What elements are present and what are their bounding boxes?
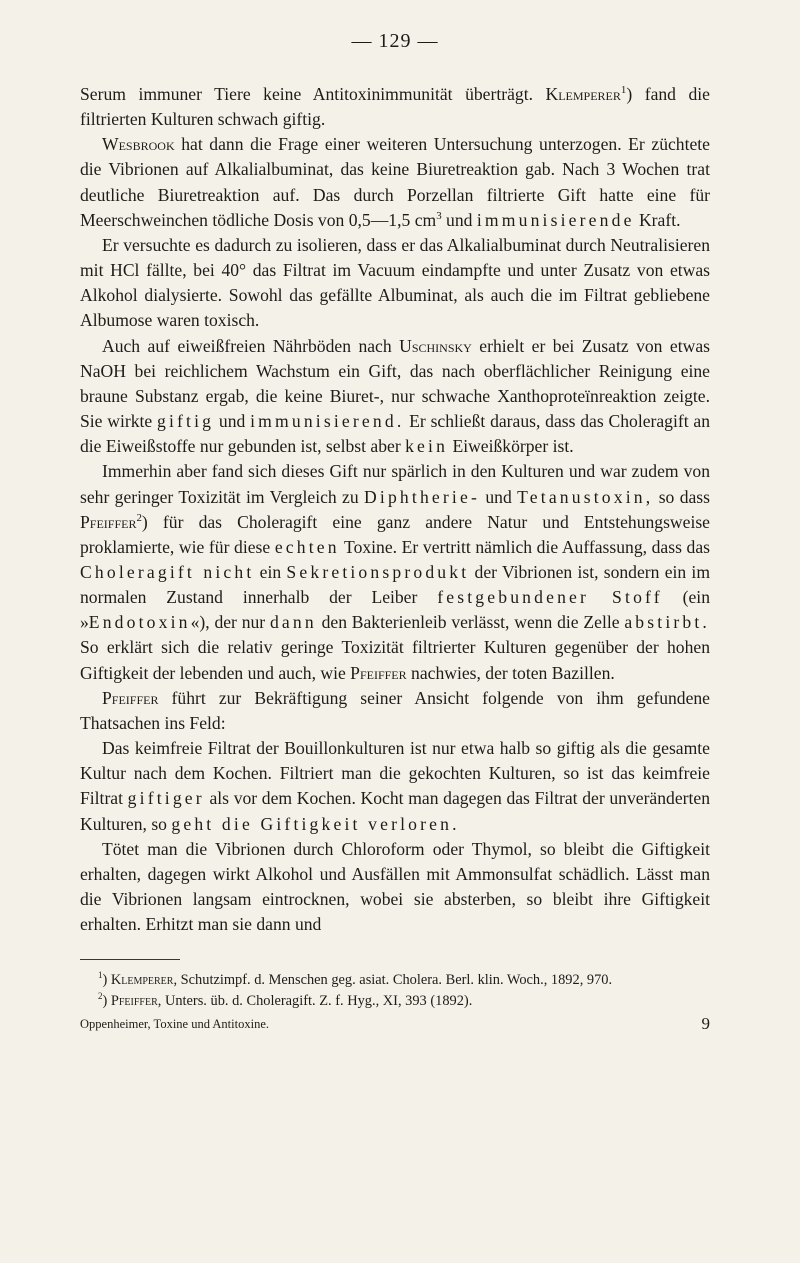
text-run: «), der nur — [190, 612, 270, 633]
author-name: Pfeiffer — [80, 511, 137, 532]
text-run: so dass — [653, 486, 710, 507]
signature-text: Oppenheimer, Toxine und Antitoxine. — [80, 1016, 269, 1031]
emphasis: immunisierend. — [250, 411, 405, 432]
emphasis: abstirbt. — [624, 612, 710, 633]
paragraph — [80, 736, 710, 837]
text-run: So erklärt sich die relativ geringe Toxizität filtrierter Kulturen gegenüber der hohen Giftigkeit der lebenden und auch, wie — [80, 637, 710, 683]
author-name: Wesbrook — [102, 134, 175, 155]
footnote-text: , Schutzimpf. d. Menschen geg. asiat. Cholera. Berl. klin. Woch., 1892, 970. — [173, 972, 613, 989]
emphasis: kein — [405, 436, 449, 457]
text-run: und — [441, 209, 477, 230]
author-name: Pfeiffer — [350, 662, 407, 683]
text-run: Das keimfreie Filtrat der Bouillonkulturen ist nur etwa halb so giftig als die gesamte Kultur nach dem Kochen. Filtriert man die gekochten Kulturen, so ist das keimfreie Filtrat — [80, 738, 710, 809]
signature-line — [80, 1014, 710, 1035]
text-run: Toxine. Er vertritt nämlich die Auffassung, dass das — [339, 536, 710, 557]
footnote-marker: 1 — [620, 84, 627, 97]
text-run: ) fand die filtrierten Kulturen schwach giftig. — [80, 84, 710, 130]
paragraph — [80, 233, 710, 334]
body-text — [80, 82, 710, 937]
text-run: und — [479, 486, 518, 507]
text-run: ein — [254, 561, 287, 582]
footnote-mark: 2 — [98, 991, 103, 1002]
footnote-mark: 1 — [98, 970, 103, 981]
text-run: Serum immuner Tiere keine Antitoxinimmunität überträgt. — [80, 84, 546, 104]
paragraph — [80, 459, 710, 685]
emphasis: Sekretionsprodukt — [286, 561, 470, 582]
emphasis: Endotoxin — [88, 612, 191, 633]
text-run: Eiweißkörper ist. — [448, 436, 574, 457]
text-run: als vor dem Kochen. Kocht man dagegen das Filtrat der unveränderten Kulturen, so — [80, 788, 710, 834]
text-run: führt zur Bekräftigung seiner Ansicht folgende von ihm gefundene Thatsachen ins Feld: — [80, 687, 710, 733]
author-name: Pfeiffer — [110, 992, 158, 1009]
footnote-marker: 2 — [136, 511, 142, 524]
paragraph — [80, 837, 710, 938]
text-run: (ein » — [80, 587, 710, 633]
paragraph — [80, 334, 710, 460]
emphasis: Choleragift nicht — [80, 561, 255, 582]
text-run: Immerhin aber fand sich dieses Gift nur spärlich in den Kulturen und war zudem von sehr geringer Toxizität im Vergleich zu — [80, 461, 710, 507]
emphasis: giftig — [157, 411, 215, 432]
text-run: Er versuchte es dadurch zu isolieren, dass er das Alkalialbuminat durch Neutralisieren mit HCl fällte, bei 40° das Filtrat im Vacuum eindampfte und unter Zusatz von etwas Alkohol dialysierte. Sowohl das gefällte Albuminat, als auch die im Filtrat gebliebene Albumose waren toxisch. — [80, 234, 710, 331]
emphasis: Diphtherie- — [364, 486, 480, 507]
emphasis: geht die Giftigkeit verloren. — [171, 813, 460, 834]
text-run: hat dann die Frage einer weiteren Untersuchung unterzogen. Er züchtete die Vibrionen auf Alkalialbuminat, das keine Biuretreaktion gab. Nach 3 Wochen trat deutliche Biuretreaktion auf. Das durch Porzellan filtrierte Gift hatte eine für Meerschweinchen tödliche Dosis von 0,5—1,5 cm — [80, 134, 710, 230]
text-run: Kraft. — [634, 209, 681, 230]
author-name: Klemperer — [110, 972, 174, 989]
text-run: den Bakterienleib verlässt, wenn die Zelle — [316, 612, 625, 633]
text-run: Er schließt daraus, dass das Choleragift an die Eiweißstoffe nur gebunden ist, selbst aber — [80, 411, 711, 457]
footnote-rule — [80, 959, 180, 960]
emphasis: echten — [274, 536, 340, 557]
author-name: Pfeiffer — [102, 687, 159, 708]
footnotes — [80, 970, 710, 1034]
book-page — [80, 30, 710, 1034]
emphasis: giftiger — [127, 788, 205, 809]
superscript: 3 — [436, 209, 442, 222]
page-number: — 129 — — [351, 30, 439, 52]
emphasis: immunisierende — [476, 209, 635, 230]
text-run: der Vibrionen ist, sondern ein im normalen Zustand innerhalb der Leiber — [80, 561, 711, 608]
text-run: erhielt er bei Zusatz von etwas NaOH bei reichlichem Wachstum ein Gift, das nach oberflächlicher Reinigung eine braune Substanz ergab, die keine Biuret-, nur schwache Xanthoproteïnreaktion zeigte. Sie wirkte — [80, 335, 710, 432]
paragraph — [80, 686, 710, 736]
emphasis: Tetanustoxin, — [517, 486, 654, 507]
text-run: ) für das Choleragift eine ganz andere Natur und Entstehungsweise proklamierte, wie für diese — [80, 511, 710, 557]
paragraph — [80, 82, 710, 132]
text-run: nachwies, der toten Bazillen. — [406, 662, 615, 683]
footnote: $^2$) Pfeiffer, Unters. üb. d. Choleragift. Z. f. Hyg., XI, 393 (1892). — [98, 991, 473, 1009]
emphasis: festgebundener Stoff — [437, 587, 663, 608]
text-run: Auch auf eiweißfreien Nährböden nach — [102, 335, 400, 356]
paragraph — [80, 132, 710, 233]
emphasis: dann — [269, 612, 317, 633]
footnote: $^1$) Klemperer, Schutzimpf. d. Menschen geg. asiat. Cholera. Berl. klin. Woch., 1892, 970. — [98, 970, 613, 989]
text-run: Tötet man die Vibrionen durch Chloroform oder Thymol, so bleibt die Giftigkeit erhalten, dagegen wirkt Alkohol und Ausfällen mit Ammonsulfat schädlich. Lässt man die Vibrionen langsam eintrocknen, wobei sie absterben, so bleibt ihre Giftigkeit erhalten. Erhitzt man sie dann und — [80, 838, 710, 935]
author-name: Uschinsky — [399, 335, 472, 356]
author-name: Klemperer — [545, 84, 621, 104]
signature-mark: 9 — [701, 1013, 710, 1033]
footnote-text: , Unters. üb. d. Choleragift. Z. f. Hyg., XI, 393 (1892). — [157, 992, 473, 1009]
text-run: und — [214, 411, 251, 432]
